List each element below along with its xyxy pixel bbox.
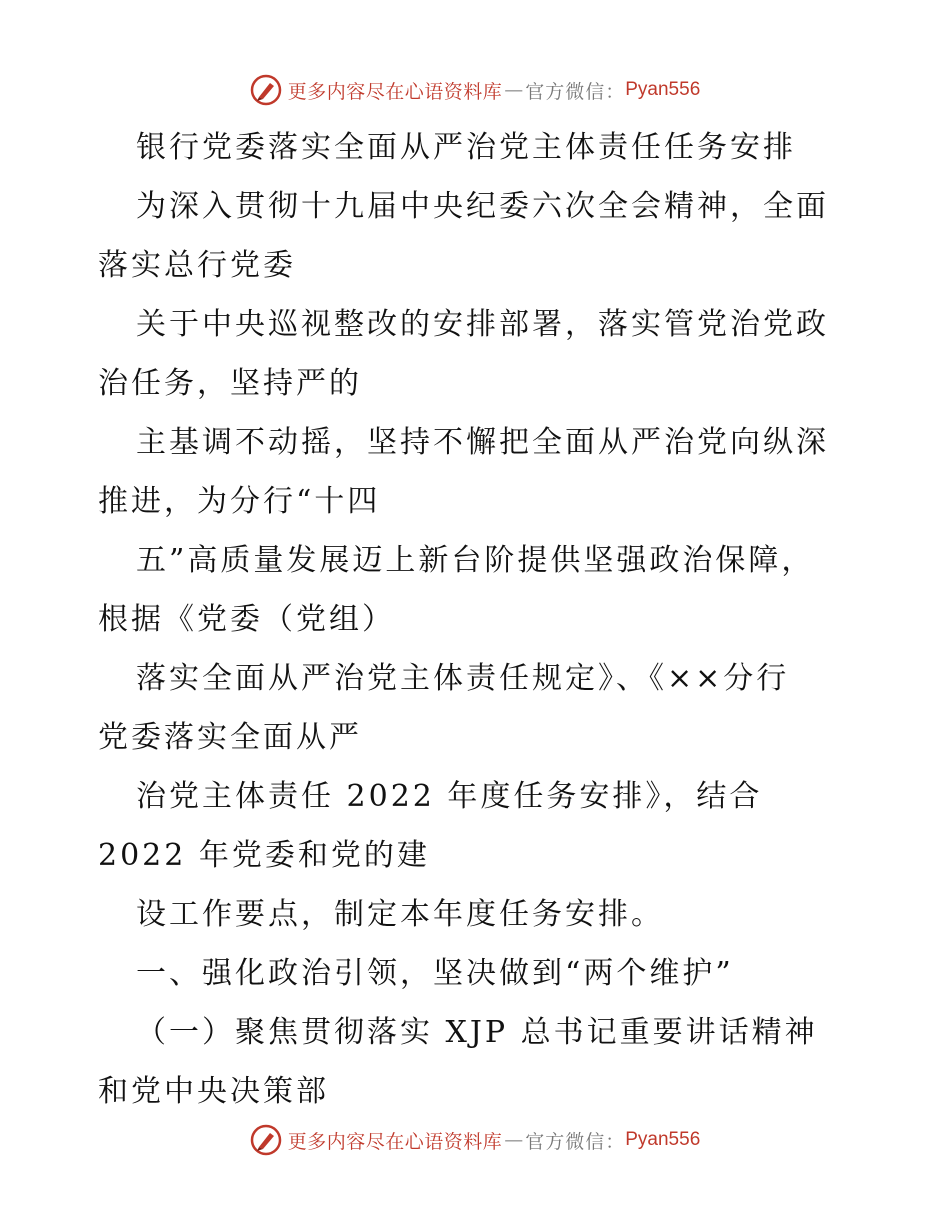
watermark-wechat-id: Pyan556 bbox=[625, 79, 701, 100]
document-body bbox=[98, 118, 858, 1121]
brush-pen-icon bbox=[250, 1124, 282, 1156]
watermark-site-text: 更多内容尽在心语资料库 bbox=[287, 80, 503, 103]
watermark-wechat-id: Pyan556 bbox=[625, 1129, 701, 1150]
text-line: 和党中央决策部 bbox=[98, 1074, 329, 1109]
text-line: 为深入贯彻十九届中央纪委六次全会精神，全面 bbox=[136, 189, 829, 224]
brush-pen-icon bbox=[250, 74, 282, 106]
text-line: 治党主体责任 2022 年度任务安排》，结合 bbox=[136, 779, 763, 814]
watermark-footer bbox=[0, 1120, 950, 1160]
text-line: 主基调不动摇，坚持不懈把全面从严治党向纵深 bbox=[136, 425, 829, 460]
text-line: 党委落实全面从严 bbox=[98, 720, 362, 755]
watermark-separator: — bbox=[504, 1129, 524, 1151]
text-line: 落实全面从严治党主体责任规定》、《××分行 bbox=[136, 661, 790, 696]
text-line: 关于中央巡视整改的安排部署，落实管党治党政 bbox=[136, 307, 829, 342]
watermark-wechat-label: 官方微信： bbox=[525, 80, 626, 103]
text-line: 推进，为分行“十四 bbox=[98, 484, 381, 519]
text-line: 落实总行党委 bbox=[98, 248, 296, 283]
text-line: 设工作要点，制定本年度任务安排。 bbox=[136, 897, 664, 932]
section-heading: 一、强化政治引领，坚决做到“两个维护” bbox=[136, 956, 734, 991]
text-line: 五”高质量发展迈上新台阶提供坚强政治保障， bbox=[136, 543, 815, 578]
text-line: 治任务，坚持严的 bbox=[98, 366, 362, 401]
watermark-wechat-label: 官方微信： bbox=[525, 1130, 626, 1153]
watermark-site-text: 更多内容尽在心语资料库 bbox=[287, 1130, 503, 1153]
text-line: 根据《党委（党组） bbox=[98, 602, 395, 637]
document-title: 银行党委落实全面从严治党主体责任任务安排 bbox=[136, 130, 796, 165]
text-line: 2022 年党委和党的建 bbox=[98, 838, 430, 873]
watermark-header bbox=[0, 70, 950, 110]
watermark-separator: — bbox=[504, 79, 524, 101]
subsection-heading: （一）聚焦贯彻落实 XJP 总书记重要讲话精神 bbox=[136, 1015, 818, 1050]
